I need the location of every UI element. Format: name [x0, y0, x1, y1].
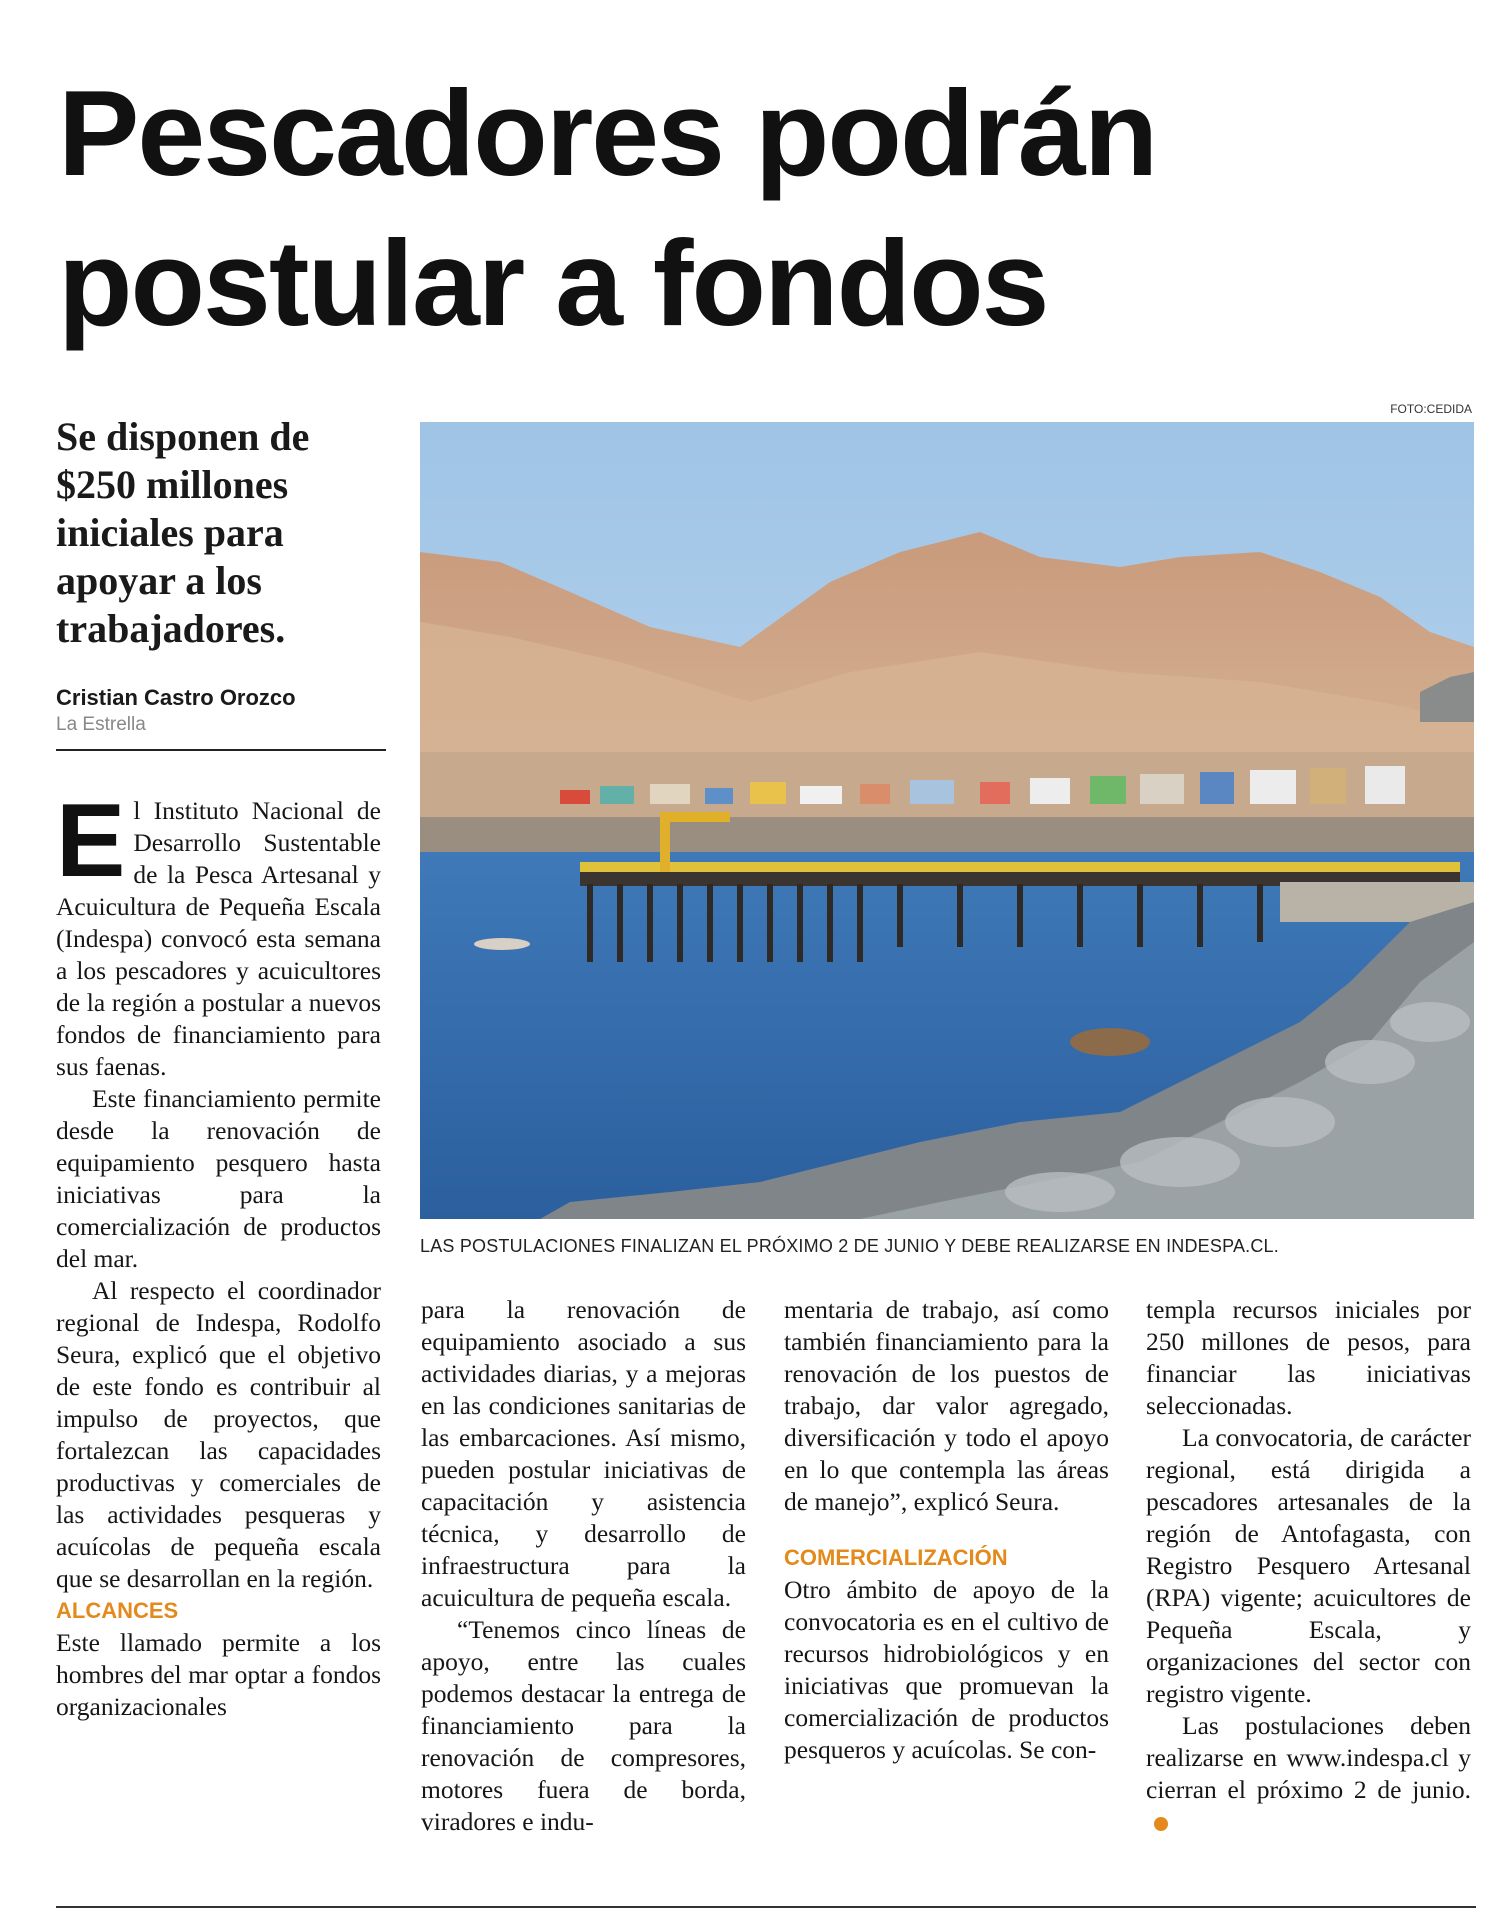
- paragraph: Al respecto el coordinador regional de Indespa, Rodolfo Seura, explicó que el objetivo de este fondo es contribuir al impulso de proyectos, que fortalezcan las capacidades productivas y comerciales de las actividades pesqueras y acuícolas de pequeña escala que se desarrollan en la región.: [56, 1276, 381, 1593]
- photo-caption: LAS POSTULACIONES FINALIZAN EL PRÓXIMO 2 DE JUNIO Y DEBE REALIZARSE EN INDESPA.CL.: [420, 1236, 1279, 1256]
- bottom-rule: [56, 1906, 1476, 1908]
- headline: Pescadores podrán postular a fondos: [58, 65, 1157, 351]
- article-column-3: [784, 1294, 1109, 1766]
- paragraph: La convocatoria, de carácter regional, está dirigida a pescadores artesanales de la región de Antofagasta, con Registro Pesquero Artesanal (RPA) vigente; acuicultores de Pequeña Escala, y organizaciones del sector con registro vigente.: [1146, 1423, 1471, 1708]
- article-column-1: [56, 783, 381, 1723]
- harbor-photo-illustration: [420, 422, 1474, 1219]
- deck: Se disponen de $250 millones iniciales para apoyar a los trabajadores.: [56, 414, 310, 651]
- paragraph: Este financiamiento permite desde la renovación de equipamiento pesquero hasta iniciativas para la comercialización de productos del mar.: [56, 1084, 381, 1273]
- section-subhead: ALCANCES: [56, 1598, 179, 1623]
- paragraph: Este llamado permite a los hombres del mar optar a fondos organizacionales: [56, 1628, 381, 1721]
- paragraph: templa recursos iniciales por 250 millones de pesos, para financiar las iniciativas seleccionadas.: [1146, 1295, 1471, 1420]
- outlet-name: La Estrella: [56, 714, 146, 735]
- article-column-2: [421, 1294, 746, 1838]
- end-mark-icon: [1154, 1817, 1168, 1831]
- section-subhead: COMERCIALIZACIÓN: [784, 1545, 1008, 1570]
- article-column-4: [1146, 1294, 1471, 1838]
- paragraph: mentaria de trabajo, así como también financiamiento para la renovación de los puestos de trabajo, dar valor agregado, diversificación y todo el apoyo en lo que contempla las áreas de manejo”, explicó Seura.: [784, 1295, 1109, 1516]
- photo-credit: FOTO:CEDIDA: [1390, 402, 1472, 416]
- paragraph: “Tenemos cinco líneas de apoyo, entre las cuales podemos destacar la entrega de financiamiento para la renovación de compresores, motores fuera de borda, viradores e indu-: [421, 1615, 746, 1836]
- article-photo: [420, 422, 1474, 1219]
- drop-cap: E: [56, 783, 126, 899]
- paragraph: Las postulaciones deben realizarse en www.indespa.cl y cierran el próximo 2 de junio.: [1146, 1711, 1471, 1804]
- paragraph: Otro ámbito de apoyo de la convocatoria es en el cultivo de recursos hidrobiológicos y en iniciativas que promuevan la comercialización de productos pesqueros y acuícolas. Se con-: [784, 1575, 1109, 1764]
- byline: [56, 683, 386, 751]
- paragraph: l Instituto Nacional de Desarrollo Sustentable de la Pesca Artesanal y Acuicultura de Pequeña Escala (Indespa) convocó esta semana a los pescadores y acuicultores de la región a postular a nuevos fondos de financiamiento para sus faenas.: [56, 796, 381, 1081]
- paragraph: para la renovación de equipamiento asociado a sus actividades diarias, y a mejoras en las condiciones sanitarias de las embarcaciones. Así mismo, pueden postular iniciativas de capacitación y asistencia técnica, y desarrollo de infraestructura para la acuicultura de pequeña escala.: [421, 1295, 746, 1612]
- author-name: Cristian Castro Orozco: [56, 685, 296, 710]
